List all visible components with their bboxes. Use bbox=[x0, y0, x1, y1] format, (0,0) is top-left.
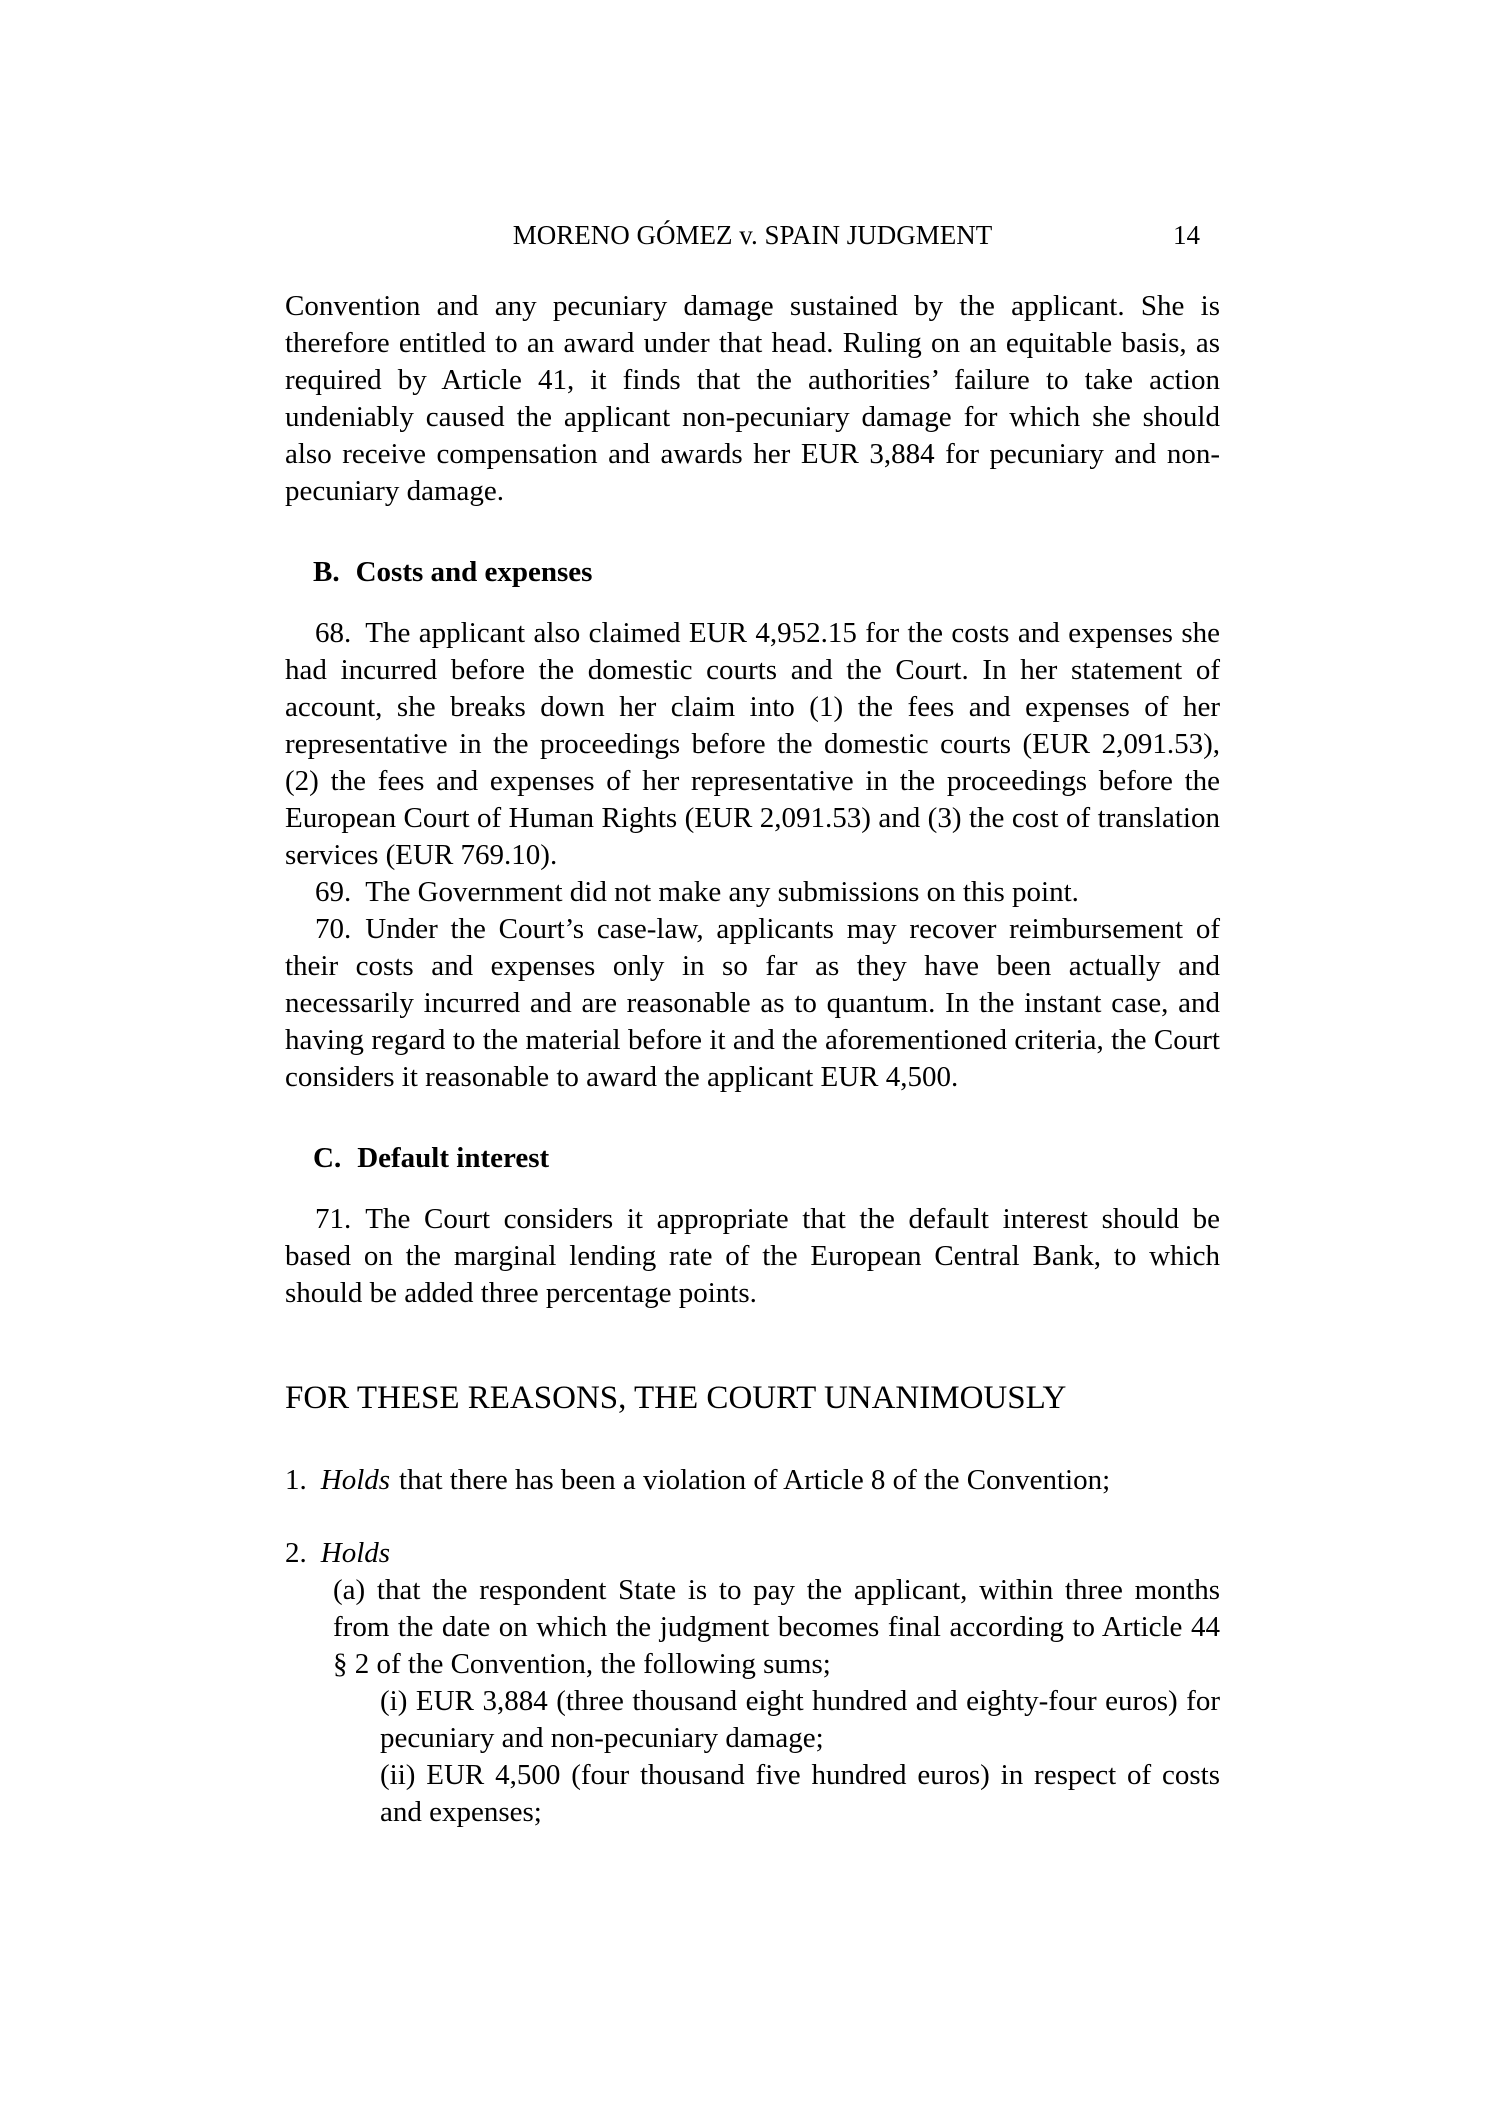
paragraph-69-text: The Government did not make any submissions on this point. bbox=[365, 876, 1079, 908]
ruling-item-1-text: that there has been a violation of Article 8 of the Convention; bbox=[399, 1464, 1111, 1496]
ruling-item-1-verb: Holds bbox=[320, 1464, 391, 1496]
paragraph-70-text: Under the Court’s case-law, applicants may recover reimbursement of their costs and expenses only in so far as they have been actually and necessarily incurred and are reasonable as to quantum. In the instant case, and having regard to the material before it and the aforementioned criteria, the Court considers it reasonable to award the applicant EUR 4,500. bbox=[285, 913, 1220, 1093]
paragraph-71-text: The Court considers it appropriate that the default interest should be based on the marginal lending rate of the European Central Bank, to which should be added three percentage points. bbox=[285, 1203, 1220, 1309]
ruling-item-2-sub-a: (a) that the respondent State is to pay the applicant, within three months from the date on which the judgment becomes final according to Article 44 § 2 of the Convention, the following sums; bbox=[333, 1574, 1220, 1680]
ruling-heading: FOR THESE REASONS, THE COURT UNANIMOUSLY bbox=[285, 1380, 1067, 1416]
intro-paragraph: Convention and any pecuniary damage sustained by the applicant. She is therefore entitled to an award under that head. Ruling on an equitable basis, as required by Article 41, it finds that the authorities’ failure to take action undeniably caused the applicant non-pecuniary damage for which she should also receive compensation and awards her EUR 3,884 for pecuniary and non-pecuniary damage. bbox=[285, 290, 1220, 507]
paragraph-70-number: 70. bbox=[315, 913, 352, 945]
section-b-title: Costs and expenses bbox=[355, 556, 593, 588]
section-c-label: C. bbox=[313, 1142, 342, 1174]
page-content bbox=[285, 0, 1220, 1831]
paragraph-68-text: The applicant also claimed EUR 4,952.15 for the costs and expenses she had incurred before the domestic courts and the Court. In her statement of account, she breaks down her claim into (1) the fees and expenses of her representative in the proceedings before the domestic courts (EUR 2,091.53), (2) the fees and expenses of her representative in the proceedings before the European Court of Human Rights (EUR 2,091.53) and (3) the cost of translation services (EUR 769.10). bbox=[285, 617, 1220, 871]
running-header bbox=[285, 218, 1220, 252]
section-c-heading bbox=[313, 1140, 1220, 1177]
paragraph-70 bbox=[285, 911, 1220, 1096]
section-b-label: B. bbox=[313, 556, 340, 588]
paragraph-69 bbox=[285, 874, 1220, 911]
paragraph-68 bbox=[285, 615, 1220, 874]
section-b-heading bbox=[313, 554, 1220, 591]
running-header-title: MORENO GÓMEZ v. SPAIN JUDGMENT bbox=[512, 220, 993, 250]
ruling-item-2-verb: Holds bbox=[320, 1537, 391, 1569]
paragraph-69-number: 69. bbox=[315, 876, 352, 908]
ruling-item-2 bbox=[285, 1535, 1220, 1572]
paragraph-71 bbox=[285, 1201, 1220, 1312]
ruling-item-2-number: 2. bbox=[285, 1537, 307, 1569]
section-c-title: Default interest bbox=[357, 1142, 550, 1174]
paragraph-71-number: 71. bbox=[315, 1203, 352, 1235]
paragraph-68-number: 68. bbox=[315, 617, 352, 649]
ruling-item-2-sub-i: (i) EUR 3,884 (three thousand eight hundred and eighty-four euros) for pecuniary and non-pecuniary damage; bbox=[380, 1685, 1220, 1754]
page-number: 14 bbox=[1173, 220, 1200, 250]
ruling-item-1-number: 1. bbox=[285, 1464, 307, 1496]
ruling-item-2-sub-ii: (ii) EUR 4,500 (four thousand five hundred euros) in respect of costs and expenses; bbox=[380, 1759, 1220, 1828]
ruling-item-1 bbox=[285, 1462, 1220, 1499]
